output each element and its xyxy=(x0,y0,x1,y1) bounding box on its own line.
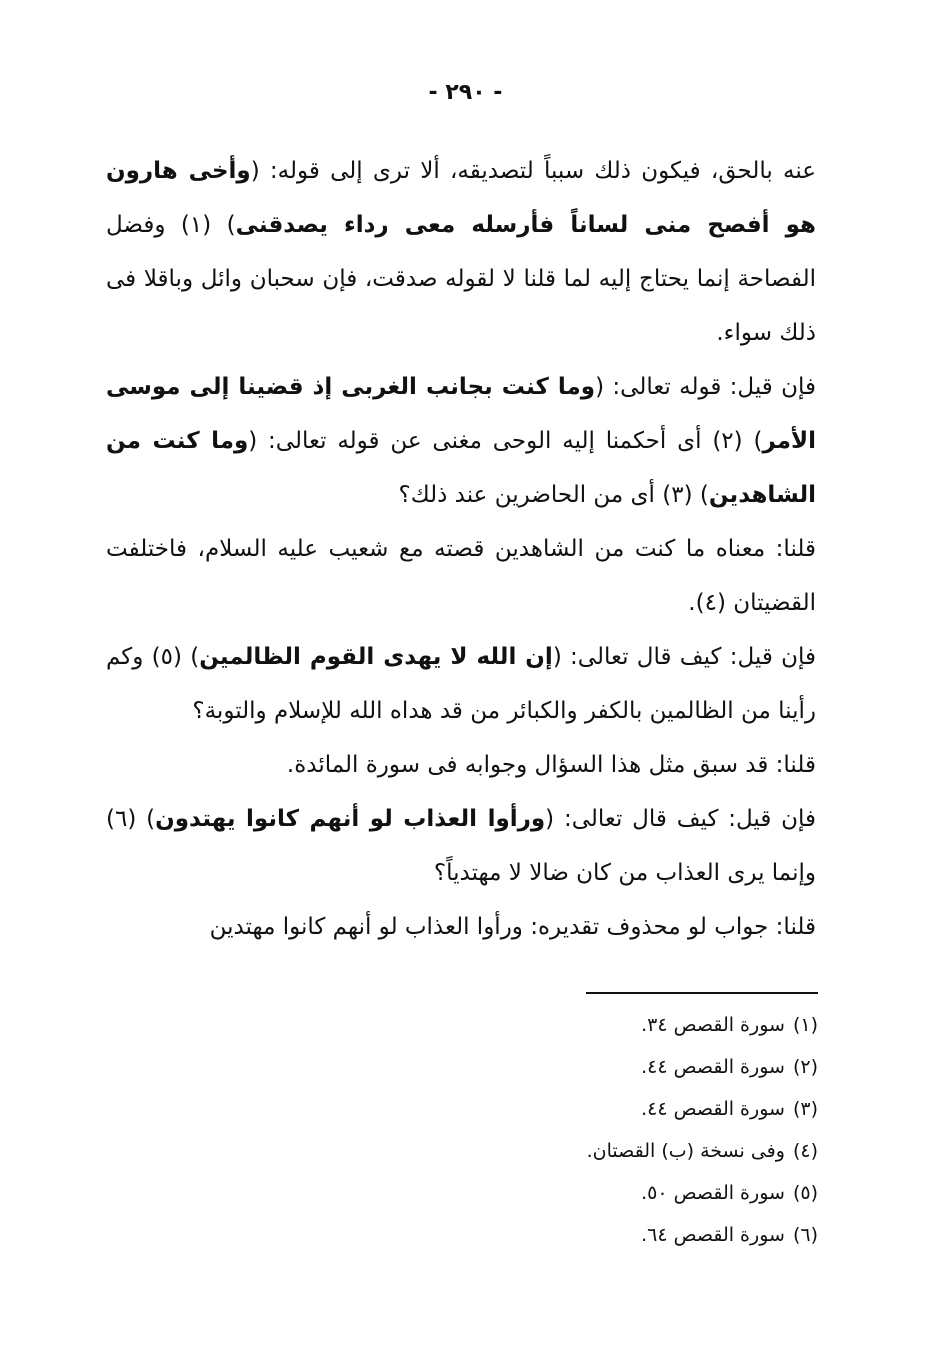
paragraph-3 xyxy=(106,522,816,630)
paragraph-2 xyxy=(106,360,816,522)
text-segment: فإن قيل: قوله تعالى: ( xyxy=(595,374,816,400)
footnote-text: سورة القصص ٤٤. xyxy=(641,1098,785,1120)
text-segment: فإن قيل: كيف قال تعالى: ( xyxy=(552,644,816,670)
footnote-item xyxy=(500,1130,818,1172)
paragraph-6 xyxy=(106,792,816,900)
footnote-item xyxy=(500,1088,818,1130)
footnote-number: (٤) xyxy=(792,1140,818,1162)
paragraph-5 xyxy=(106,738,816,792)
footnote-text: وفى نسخة (ب) القصتان. xyxy=(586,1140,785,1162)
footnote-text: سورة القصص ٣٤. xyxy=(641,1014,785,1036)
footnote-number: (١) xyxy=(792,1014,818,1036)
footnote-item xyxy=(500,1214,818,1256)
text-segment: قلنا: قد سبق مثل هذا السؤال وجوابه فى سورة المائدة. xyxy=(286,752,816,778)
footnote-text: سورة القصص ٤٤. xyxy=(641,1056,785,1078)
footnote-number: (٢) xyxy=(792,1056,818,1078)
text-segment: قلنا: معناه ما كنت من الشاهدين قصته مع شعيب عليه السلام، فاختلفت القضيتان (٤). xyxy=(106,536,816,616)
quran-quote: إن الله لا يهدى القوم الظالمين xyxy=(199,644,553,670)
footnote-divider xyxy=(586,992,818,994)
page-number: - ٢٩٠ - xyxy=(428,80,503,105)
footnote-text: سورة القصص ٦٤. xyxy=(641,1224,785,1246)
text-segment: ) (٢) أى أحكمنا إليه الوحى مغنى عن قوله تعالى: ( xyxy=(248,428,763,454)
text-segment: قلنا: جواب لو محذوف تقديره: ورأوا العذاب لو أنهم كانوا مهتدين xyxy=(209,914,816,940)
text-segment: ) (٦) وإنما يرى العذاب من كان ضالا لا مهتدياً؟ xyxy=(106,806,816,886)
footnotes xyxy=(500,1004,818,1256)
footnote-number: (٣) xyxy=(792,1098,818,1120)
text-segment: فإن قيل: كيف قال تعالى: ( xyxy=(545,806,817,832)
quran-quote: ورأوا العذاب لو أنهم كانوا يهتدون xyxy=(155,806,546,832)
footnote-number: (٥) xyxy=(792,1182,818,1204)
quran-quote: وما كنت بجانب الغربى إذ قضينا إلى موسى الأمر xyxy=(106,374,816,454)
main-text xyxy=(106,144,816,954)
quran-quote: وما كنت من الشاهدين xyxy=(106,428,816,508)
footnote-item xyxy=(500,1172,818,1214)
paragraph-1 xyxy=(106,144,816,360)
paragraph-7 xyxy=(106,900,816,954)
footnote-item xyxy=(500,1004,818,1046)
text-segment: ) (١) وفضل الفصاحة إنما يحتاج إليه لما قلنا لا لقوله صدقت، فإن سحبان وائل وباقلا فى ذلك سواء. xyxy=(106,212,816,346)
text-segment: ) (٥) وكم رأينا من الظالمين بالكفر والكبائر من قد هداه الله للإسلام والتوبة؟ xyxy=(106,644,816,724)
text-segment: ) (٣) أى من الحاضرين عند ذلك؟ xyxy=(398,482,709,508)
paragraph-4 xyxy=(106,630,816,738)
text-segment: عنه بالحق، فيكون ذلك سبباً لتصديقه، ألا ترى إلى قوله: ( xyxy=(250,158,816,184)
quran-quote: وأخى هارون هو أفصح منى لساناً فأرسله معى رداء يصدقنى xyxy=(106,158,817,238)
footnote-item xyxy=(500,1046,818,1088)
footnote-number: (٦) xyxy=(792,1224,818,1246)
footnote-text: سورة القصص ٥٠. xyxy=(641,1182,785,1204)
